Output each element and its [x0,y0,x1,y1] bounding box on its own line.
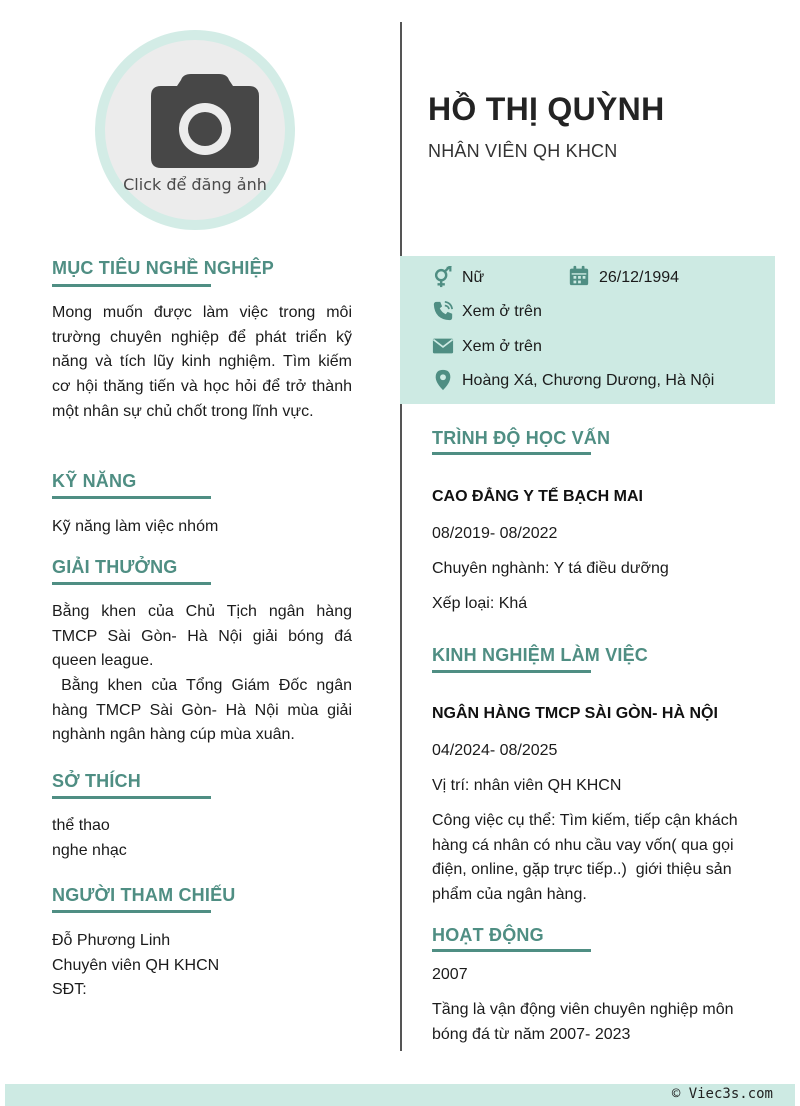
experience-position: Vị trí: nhân viên QH KHCN [432,777,622,794]
hobby-item: thể thao [52,817,110,834]
activities-description: Tầng là vận động viên chuyên nghiệp môn bóng đá từ năm 2007- 2023 [432,1001,734,1043]
objective-text: Mong muốn được làm việc trong môi trường chuyên nghiệp để phát triển kỹ năng và tích lũy kinh nghiệm. Tìm kiếm cơ hội thăng tiến và học hỏi để trở thành một nhân sự chủ chốt trong lĩnh vực. [52,304,352,420]
phone-value: Xem ở trên [462,303,542,320]
hobby-item: nghe nhạc [52,842,127,859]
calendar-icon [568,265,590,287]
experience-title: KINH NGHIỆM LÀM VIỆC [432,645,649,665]
contact-box [400,256,775,404]
email-value: Xem ở trên [462,338,542,355]
gender-icon [432,266,454,288]
education-major: Chuyên nghành: Y tá điều dưỡng [432,560,669,577]
skill-item: Kỹ năng làm việc nhóm [52,518,219,535]
education-period: 08/2019- 08/2022 [432,525,558,542]
footer-copyright[interactable]: © Viec3s.com [671,1086,773,1102]
avatar-caption[interactable]: Click để đăng ảnh [123,175,267,194]
education-underline [432,452,591,455]
activities-title: HOẠT ĐỘNG [432,925,544,945]
objective-title: MỤC TIÊU NGHỀ NGHIỆP [52,258,275,278]
gender-value: Nữ [462,269,485,286]
experience-underline [432,670,591,673]
education-school: CAO ĐẲNG Y TẾ BẠCH MAI [432,488,643,505]
references-title: NGƯỜI THAM CHIẾU [52,885,236,905]
camera-icon [151,74,259,168]
activities-underline [432,949,591,952]
references-underline [52,910,211,913]
footer [5,1084,795,1106]
candidate-job-title: NHÂN VIÊN QH KHCN [428,141,618,161]
reference-position: Chuyên viên QH KHCN [52,957,220,974]
objective-underline [52,284,211,287]
experience-company: NGÂN HÀNG TMCP SÀI GÒN- HÀ NỘI [432,705,718,722]
location-icon [432,369,454,391]
candidate-name: HỒ THỊ QUỲNH [428,91,665,127]
avatar-placeholder[interactable] [105,40,285,220]
reference-phone: SĐT: [52,981,87,998]
skills-title: KỸ NĂNG [52,471,137,491]
email-icon [432,335,454,357]
hobbies-underline [52,796,211,799]
awards-underline [52,582,211,585]
award-item-1: Bằng khen của Chủ Tịch ngân hàng TMCP Sài Gòn- Hà Nội giải bóng đá queen league. [52,603,352,670]
address-value: Hoàng Xá, Chương Dương, Hà Nội [462,372,715,389]
birthday-value: 26/12/1994 [599,269,680,286]
phone-icon [432,300,454,322]
education-grade: Xếp loại: Khá [432,595,528,612]
activities-year: 2007 [432,966,468,983]
hobbies-title: SỞ THÍCH [52,771,141,791]
awards-title: GIẢI THƯỞNG [52,557,178,577]
education-title: TRÌNH ĐỘ HỌC VẤN [432,428,611,448]
avatar[interactable] [95,30,295,230]
column-divider [400,22,402,1051]
reference-name: Đỗ Phương Linh [52,932,171,949]
experience-period: 04/2024- 08/2025 [432,742,558,759]
skills-underline [52,496,211,499]
experience-description: Công việc cụ thể: Tìm kiếm, tiếp cận khách hàng cá nhân có nhu cầu vay vốn( qua gọi điện, online, gặp trực tiếp..) giới thiệu sản phẩm của ngân hàng. [432,812,743,904]
award-item-2: Bằng khen của Tổng Giám Đốc ngân hàng TMCP Sài Gòn- Hà Nội mùa giải nghành ngân hàng cúp mùa xuân. [52,677,357,744]
